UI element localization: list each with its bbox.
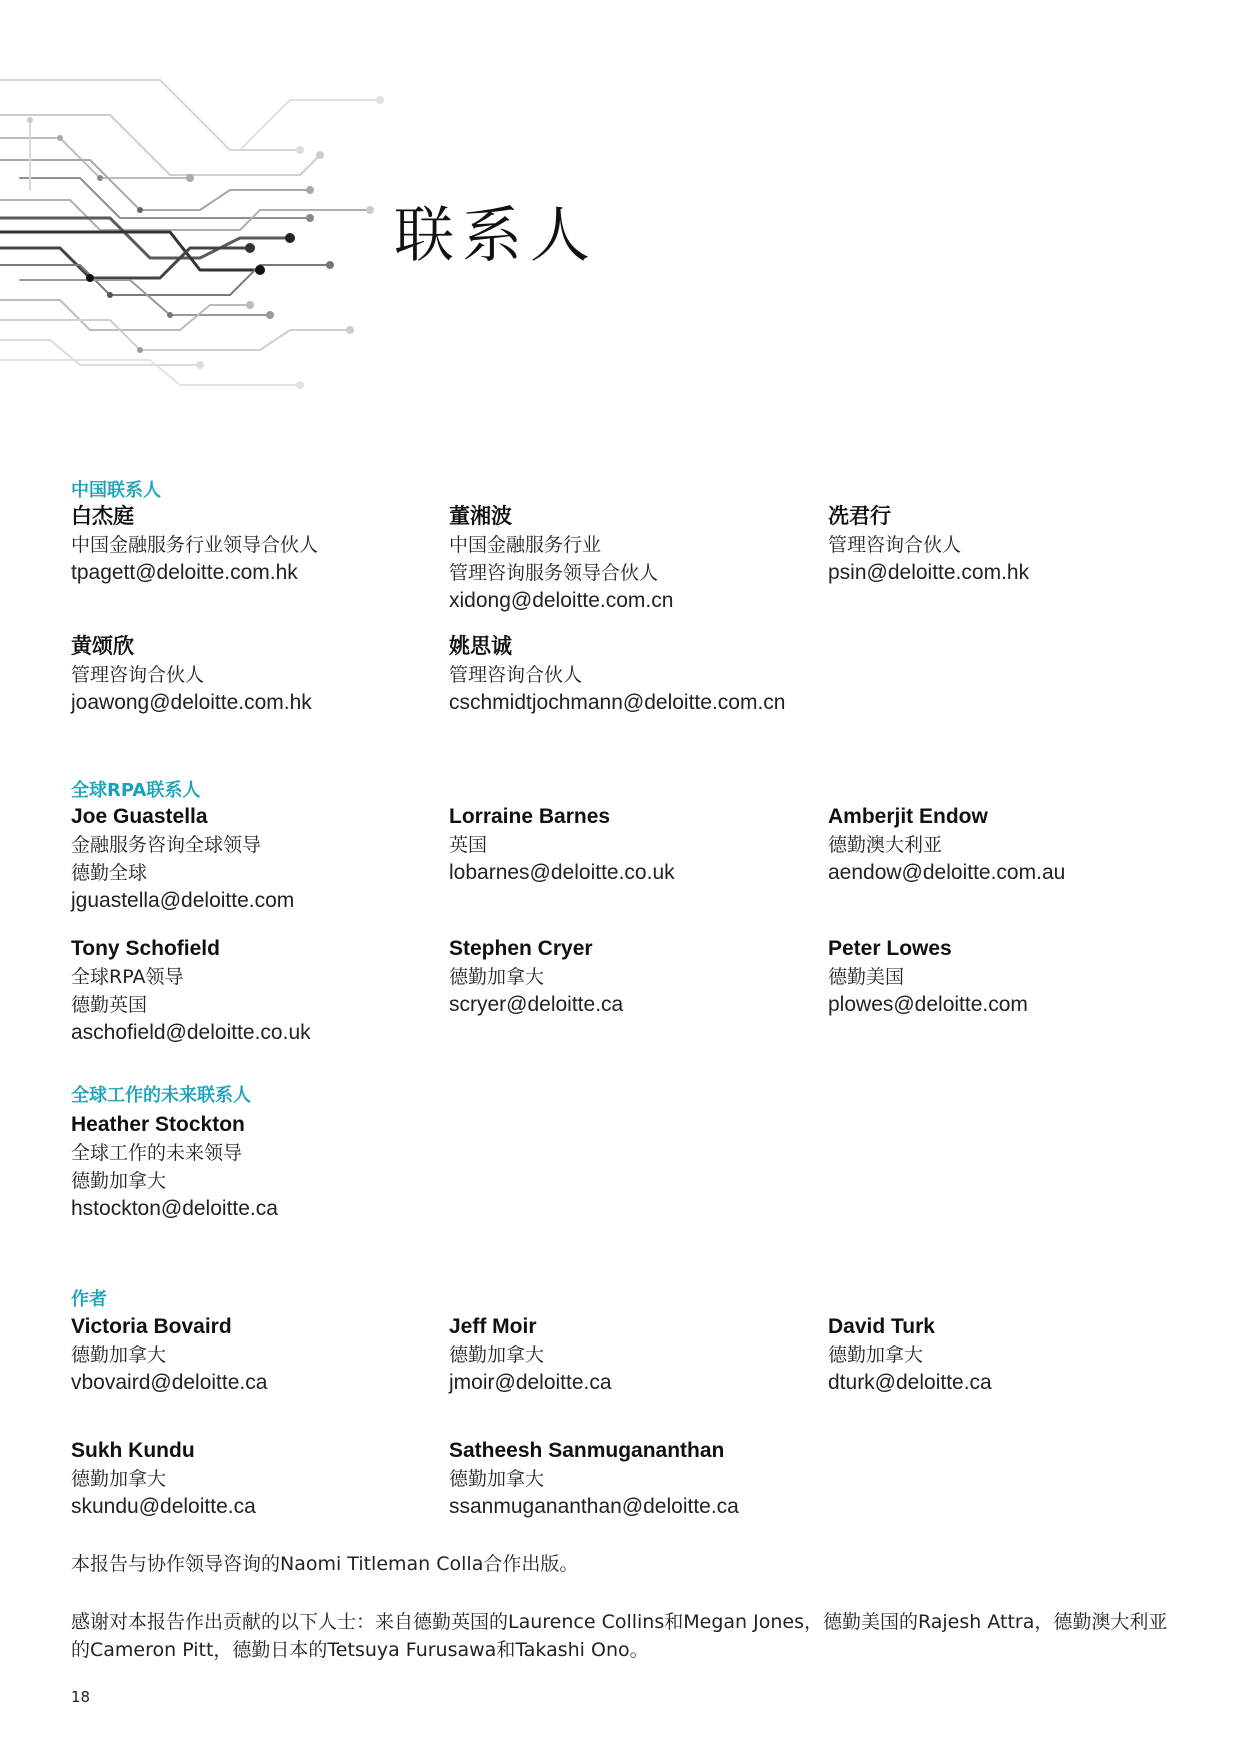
contact-email[interactable]: psin@deloitte.com.hk [828,561,1030,584]
contact-name: 黄颂欣 [71,635,134,658]
contact-name: Victoria Bovaird [71,1315,232,1338]
publication-note: 本报告与协作领导咨询的Naomi Titleman Colla合作出版。 [71,1553,579,1575]
contact-email[interactable]: scryer@deloitte.ca [449,993,624,1016]
contact-card [71,1437,431,1521]
contact-name: Stephen Cryer [449,937,593,960]
contact-card [449,1313,809,1397]
contact-name: 姚思诚 [449,635,512,658]
contact-name: Sukh Kundu [71,1439,195,1462]
contact-role: 德勤加拿大 [449,1344,545,1366]
contact-role: 全球工作的未来领导 [71,1142,243,1164]
contact-role: 管理咨询服务领导合伙人 [449,562,659,584]
contact-name: Jeff Moir [449,1315,537,1338]
contact-role: 中国金融服务行业领导合伙人 [71,534,319,556]
contact-card [828,503,1188,587]
contact-card [828,935,1188,1019]
contact-email[interactable]: vbovaird@deloitte.ca [71,1371,268,1394]
contact-role: 英国 [449,834,488,856]
contact-name: 董湘波 [449,505,512,528]
circuit-graphic [0,60,420,400]
contact-role: 德勤加拿大 [71,1468,167,1490]
contact-name: 冼君行 [828,505,891,528]
contact-role: 金融服务咨询全球领导 [71,834,262,856]
contact-name: Heather Stockton [71,1113,245,1136]
contact-name: Tony Schofield [71,937,220,960]
contact-role: 德勤全球 [71,862,148,884]
contact-email[interactable]: hstockton@deloitte.ca [71,1197,278,1220]
contact-email[interactable]: skundu@deloitte.ca [71,1495,256,1518]
contact-name: Amberjit Endow [828,805,988,828]
contact-email[interactable]: dturk@deloitte.ca [828,1371,992,1394]
contact-role: 德勤澳大利亚 [828,834,943,856]
contact-email[interactable]: ssanmugananthan@deloitte.ca [449,1495,739,1518]
section-heading-rpa: 全球RPA联系人 [71,780,201,801]
contact-card [71,803,431,915]
contact-card [449,803,809,887]
contact-card [71,935,431,1047]
contact-role: 德勤加拿大 [71,1170,167,1192]
acknowledgement: 感谢对本报告作出贡献的以下人士：来自德勤英国的Laurence Collins和Megan Jones，德勤美国的Rajesh Attra，德勤澳大利亚的Cameron Pitt，德勤日本的Tetsuya Furusawa和Takashi Ono。 [71,1611,1168,1661]
contact-card [449,935,809,1019]
contact-name: Joe Guastella [71,805,208,828]
contact-role: 德勤英国 [71,994,148,1016]
contact-role: 德勤美国 [828,966,905,988]
contact-card [449,633,849,717]
contact-role: 全球RPA领导 [71,966,184,988]
contact-name: 白杰庭 [71,505,134,528]
contact-role: 德勤加拿大 [828,1344,924,1366]
contact-name: Lorraine Barnes [449,805,611,828]
contact-email[interactable]: cschmidtjochmann@deloitte.com.cn [449,691,786,714]
contact-card [71,1111,431,1223]
contact-email[interactable]: joawong@deloitte.com.hk [71,691,312,714]
page-title: 联系人 [394,201,598,271]
contact-role: 管理咨询合伙人 [449,664,583,686]
contact-role: 管理咨询合伙人 [828,534,962,556]
contact-email[interactable]: jmoir@deloitte.ca [449,1371,612,1394]
page-number: 18 [71,1688,91,1706]
contact-email[interactable]: plowes@deloitte.com [828,993,1028,1016]
contact-email[interactable]: jguastella@deloitte.com [71,889,295,912]
contact-role: 德勤加拿大 [449,1468,545,1490]
contact-email[interactable]: aschofield@deloitte.co.uk [71,1021,311,1044]
section-heading-authors: 作者 [71,1289,107,1310]
contact-email[interactable]: aendow@deloitte.com.au [828,861,1066,884]
contact-role: 中国金融服务行业 [449,534,602,556]
contact-name: David Turk [828,1315,935,1338]
contact-card [71,633,431,717]
contact-email[interactable]: xidong@deloitte.com.cn [449,589,674,612]
contact-email[interactable]: lobarnes@deloitte.co.uk [449,861,675,884]
contact-card [828,803,1188,887]
contact-card [449,503,809,615]
contact-role: 德勤加拿大 [71,1344,167,1366]
contact-email[interactable]: tpagett@deloitte.com.hk [71,561,298,584]
contact-name: Satheesh Sanmugananthan [449,1439,725,1462]
section-heading-china: 中国联系人 [71,480,161,501]
contact-card [449,1437,849,1521]
contact-card [71,1313,431,1397]
contact-name: Peter Lowes [828,937,952,960]
contact-card [71,503,431,587]
contact-card [828,1313,1188,1397]
contact-role: 德勤加拿大 [449,966,545,988]
section-heading-future-of-work: 全球工作的未来联系人 [71,1085,251,1106]
contact-role: 管理咨询合伙人 [71,664,205,686]
